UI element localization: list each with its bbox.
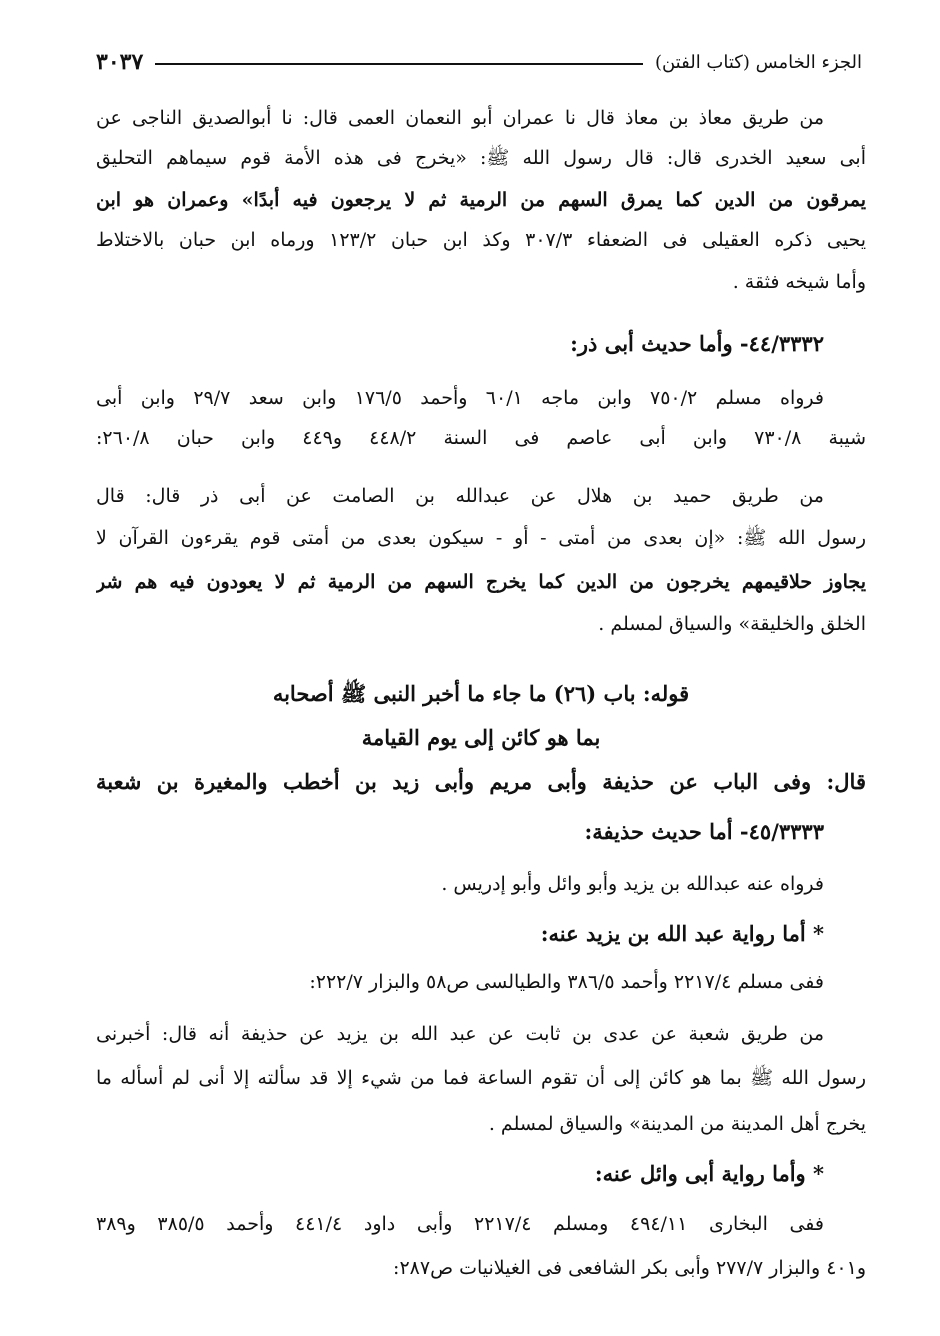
page-number: ٣٠٣٧ [96,49,144,75]
narration-heading: * وأما رواية أبى وائل عنه: [594,1161,824,1186]
hadith-heading: ٤٥/٣٣٣٣- أما حديث حذيفة: [584,819,824,844]
page-header [96,42,862,82]
text-line: ففى البخارى ٤٩٤/١١ ومسلم ٢٢١٧/٤ وأبى داود ٤٤١/٤ وأحمد ٣٨٥/٥ و٣٨٩ [96,1213,824,1235]
text-line: وأما شيخه فثقة . [732,271,866,293]
text-line: أبى سعيد الخدرى قال: قال رسول الله ﷺ: «يخرج فى هذه الأمة قوم سيماهم التحليق [96,147,866,169]
narration-heading: * أما رواية عبد الله بن يزيد عنه: [540,921,824,946]
chapter-heading: قوله: باب (٢٦) ما جاء ما أخبر النبى ﷺ أصحابه [272,681,690,706]
text-line: من طريق حميد بن هلال عن عبدالله بن الصامت عن أبى ذر قال: قال [96,485,824,507]
text-line: يحيى ذكره العقيلى فى الضعفاء ٣٠٧/٣ وكذ ابن حبان ١٢٣/٢ ورماه ابن حبان بالاختلاط [96,229,866,251]
text-line: من طريق شعبة عن عدى بن ثابت عن عبد الله بن يزيد عن حذيفة أنه قال: أخبرنى [96,1023,824,1045]
text-line: يجاوز حلاقيمهم يخرجون من الدين كما يخرج السهم من الرمية ثم لا يعودون فيه هم شر [96,571,866,593]
chapter-statement: قال: وفى الباب عن حذيفة وأبى مريم وأبى زيد بن أخطب والمغيرة بن شعبة [96,769,866,794]
text-line: يخرج أهل المدينة من المدينة» والسياق لمسلم . [488,1113,866,1135]
text-line: الخلق والخليقة» والسياق لمسلم . [598,613,866,635]
running-title: الجزء الخامس (كتاب الفتن) [654,51,862,73]
text-line: يمرقون من الدين كما يمرق السهم من الرمية ثم لا يرجعون فيه أبدًا» وعمران هو ابن [96,189,866,211]
hadith-heading: ٤٤/٣٣٣٢- وأما حديث أبى ذر: [570,331,824,356]
text-line: شيبة ٧٣٠/٨ وابن أبى عاصم فى السنة ٤٤٨/٢ و٤٤٩ وابن حبان ٢٦٠/٨: [96,427,866,449]
text-line: فرواه عنه عبدالله بن يزيد وأبو وائل وأبو إدريس . [441,873,824,895]
text-line: فرواه مسلم ٧٥٠/٢ وابن ماجه ٦٠/١ وأحمد ١٧٦/٥ وابن سعد ٢٩/٧ وابن أبى [96,387,824,409]
text-line: و٤٠١ والبزار ٢٧٧/٧ وأبى بكر الشافعى فى الغيلانيات ص٢٨٧: [393,1257,866,1279]
header-rule [155,63,643,65]
text-line: رسول الله ﷺ بما هو كائن إلى أن تقوم الساعة فما من شيء إلا قد سألته إلا أنى لم أسأله ما [96,1067,866,1089]
text-line: ففى مسلم ٢٢١٧/٤ وأحمد ٣٨٦/٥ والطيالسى ص٥٨ والبزار ٢٢٢/٧: [309,971,824,993]
text-line: رسول الله ﷺ: «إن بعدى من أمتى - أو - سيكون بعدى من أمتى قوم يقرءون القرآن لا [96,527,866,549]
chapter-heading: بما هو كائن إلى يوم القيامة [361,725,601,750]
text-line: من طريق معاذ بن معاذ قال نا عمران أبو النعمان العمى قال: نا أبوالصديق الناجى عن [96,107,824,129]
